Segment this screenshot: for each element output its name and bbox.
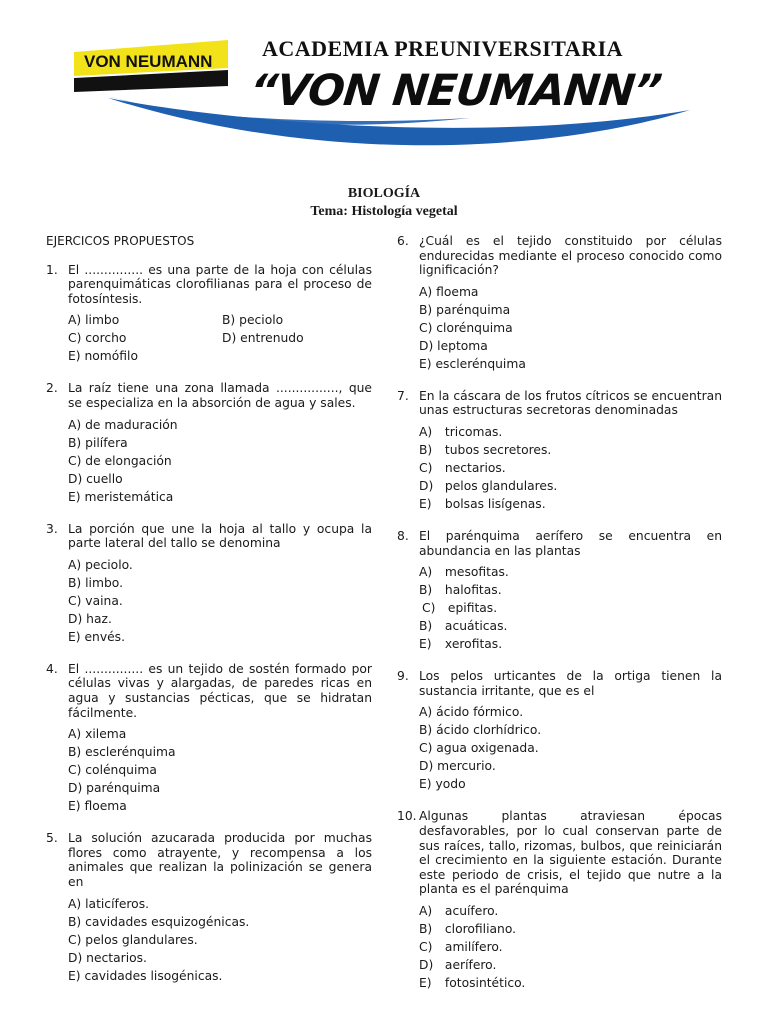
options <box>419 902 722 992</box>
option-e <box>419 635 722 653</box>
subject-title: BIOLOGÍA <box>347 186 421 201</box>
question-1 <box>46 263 372 366</box>
option-text: fotosintético. <box>444 975 526 990</box>
option-letter: C) <box>422 601 436 616</box>
question-text: El ............... es un tejido de sostén formado por células vivas y alargadas, de paredes ricas en agua y sustancias pécticas, que se hidratan fácilmente. <box>68 661 372 720</box>
section-heading: EJERCICOS PROPUESTOS <box>46 234 195 248</box>
option-letter: E) <box>419 975 432 990</box>
options <box>419 283 722 373</box>
option-e: E) esclerénquima <box>419 356 526 371</box>
option-d <box>419 617 722 635</box>
question-2 <box>46 381 372 505</box>
option-c: C) corcho <box>68 331 127 346</box>
question-text: Algunas plantas atraviesan épocas desfavorables, por lo cual conservan parte de sus raíces, tallo, rizomas, bulbos, que reiniciarán el crecimiento en la siguiente estación. Durante este periodo de crisis, el tejido que nutre a la planta es el parénquima <box>419 809 722 897</box>
question-number: 9. <box>397 669 409 684</box>
option-a: A) ácido fórmico. <box>419 705 524 720</box>
option-b <box>419 920 722 938</box>
option-c: C) colénquima <box>68 763 157 778</box>
topic-title: Tema: Histología vegetal <box>310 204 458 219</box>
option-c <box>419 938 722 956</box>
option-a <box>419 902 722 920</box>
option-d <box>419 956 722 974</box>
option-letter: D) <box>419 957 434 972</box>
option-d <box>419 477 722 495</box>
option-letter: A) <box>419 565 433 580</box>
option-text: clorofiliano. <box>444 921 517 936</box>
option-b: B) cavidades esquizogénicas. <box>68 914 250 929</box>
option-text: tubos secretores. <box>444 442 552 457</box>
options <box>68 895 372 985</box>
option-e <box>419 495 722 513</box>
page-header <box>0 0 768 180</box>
option-letter: B) <box>419 619 433 634</box>
option-text: mesofitas. <box>444 565 509 580</box>
option-letter: D) <box>419 478 434 493</box>
question-text: La solución azucarada producida por muchas flores como atrayente, y recompensa a los animales que realizan la polinización se genera en <box>68 831 372 889</box>
option-d: D) nectarios. <box>68 950 147 965</box>
option-e: E) nomófilo <box>68 349 138 364</box>
question-text: La porción que une la hoja al tallo y ocupa la parte lateral del tallo se denomina <box>68 521 372 551</box>
options <box>68 311 372 365</box>
option-b: B) limbo. <box>68 575 123 590</box>
option-text: tricomas. <box>444 424 503 439</box>
question-text: La raíz tiene una zona llamada ................, que se especializa en la absorción de agua y sales. <box>68 381 372 410</box>
option-b <box>419 581 722 599</box>
option-letter: B) <box>419 583 433 598</box>
option-c <box>419 599 722 617</box>
option-b: B) esclerénquima <box>68 745 176 760</box>
option-a: A) xilema <box>68 727 127 742</box>
question-number: 2. <box>46 381 58 396</box>
option-text: nectarios. <box>444 460 506 475</box>
option-d: D) parénquima <box>68 781 161 796</box>
option-letter: B) <box>419 921 433 936</box>
option-a: A) floema <box>419 284 479 299</box>
option-e: E) floema <box>68 799 127 814</box>
option-d: D) entrenudo <box>222 331 304 346</box>
question-number: 5. <box>46 831 58 846</box>
option-b: B) pilífera <box>68 435 128 450</box>
option-d: D) haz. <box>68 611 112 626</box>
option-d: D) leptoma <box>419 338 488 353</box>
option-b <box>419 441 722 459</box>
option-c: C) de elongación <box>68 453 172 468</box>
logo-badge-text: VON NEUMANN <box>84 52 213 71</box>
question-text: El ............... es una parte de la hoja con células parenquimáticas clorofilianas para el proceso de fotosíntesis. <box>68 262 372 306</box>
option-text: acuífero. <box>444 903 499 918</box>
question-number: 1. <box>46 262 58 277</box>
question-text: ¿Cuál es el tejido constituido por células endurecidas mediante el proceso conocido como lignificación? <box>419 234 722 278</box>
option-b: B) ácido clorhídrico. <box>419 723 542 738</box>
question-7 <box>397 389 722 513</box>
option-c: C) clorénquima <box>419 320 513 335</box>
right-column <box>397 234 722 1008</box>
option-text: aerífero. <box>444 957 497 972</box>
question-number: 8. <box>397 528 409 543</box>
question-8 <box>397 529 722 653</box>
option-b: B) parénquima <box>419 302 511 317</box>
options <box>419 563 722 653</box>
option-a: A) peciolo. <box>68 557 133 572</box>
option-letter: E) <box>419 496 432 511</box>
option-letter: C) <box>419 939 433 954</box>
option-a: A) de maduración <box>68 417 178 432</box>
option-e: E) meristemática <box>68 489 174 504</box>
question-4 <box>46 662 372 815</box>
option-letter: A) <box>419 903 433 918</box>
question-text: El parénquima aerífero se encuentra en abundancia en las plantas <box>419 528 722 558</box>
options <box>419 423 722 513</box>
question-text: En la cáscara de los frutos cítricos se encuentran unas estructuras secretoras denominadas <box>419 388 722 418</box>
option-letter: B) <box>419 442 433 457</box>
left-column <box>46 234 372 1001</box>
question-5 <box>46 831 372 984</box>
question-text: Los pelos urticantes de la ortiga tienen la sustancia irritante, que es el <box>419 669 722 698</box>
question-number: 10. <box>397 809 417 824</box>
option-e <box>419 974 722 992</box>
option-text: epifitas. <box>447 601 498 616</box>
question-number: 4. <box>46 661 58 676</box>
option-text: bolsas lisígenas. <box>444 496 546 511</box>
option-letter: E) <box>419 637 432 652</box>
question-9 <box>397 669 722 793</box>
option-letter: C) <box>419 460 433 475</box>
option-e: E) yodo <box>419 777 466 792</box>
question-6 <box>397 234 722 373</box>
option-text: halofitas. <box>444 583 502 598</box>
question-3 <box>46 522 372 646</box>
question-number: 3. <box>46 521 58 536</box>
question-number: 6. <box>397 234 409 248</box>
option-text: pelos glandulares. <box>444 478 558 493</box>
option-c: C) pelos glandulares. <box>68 932 198 947</box>
option-a <box>419 563 722 581</box>
option-d: D) cuello <box>68 471 123 486</box>
options <box>68 725 372 815</box>
option-text: amilífero. <box>444 939 503 954</box>
option-text: xerofitas. <box>444 637 503 652</box>
option-e: E) cavidades lisogénicas. <box>68 968 223 983</box>
option-c: C) vaina. <box>68 593 123 608</box>
option-e: E) envés. <box>68 629 125 644</box>
option-d: D) mercurio. <box>419 759 496 774</box>
option-text: acuáticas. <box>444 619 508 634</box>
option-c <box>419 459 722 477</box>
option-a: A) laticíferos. <box>68 896 150 911</box>
option-a: A) limbo <box>68 313 120 328</box>
academy-title: ACADEMIA PREUNIVERSITARIA <box>262 36 624 61</box>
brand-name: “VON NEUMANN” <box>247 66 664 116</box>
options <box>68 556 372 646</box>
question-number: 7. <box>397 388 409 403</box>
option-letter: A) <box>419 424 433 439</box>
option-b: B) peciolo <box>222 313 284 328</box>
options <box>419 703 722 793</box>
options <box>68 416 372 506</box>
option-a <box>419 423 722 441</box>
option-c: C) agua oxigenada. <box>419 741 539 756</box>
question-10 <box>397 809 722 992</box>
